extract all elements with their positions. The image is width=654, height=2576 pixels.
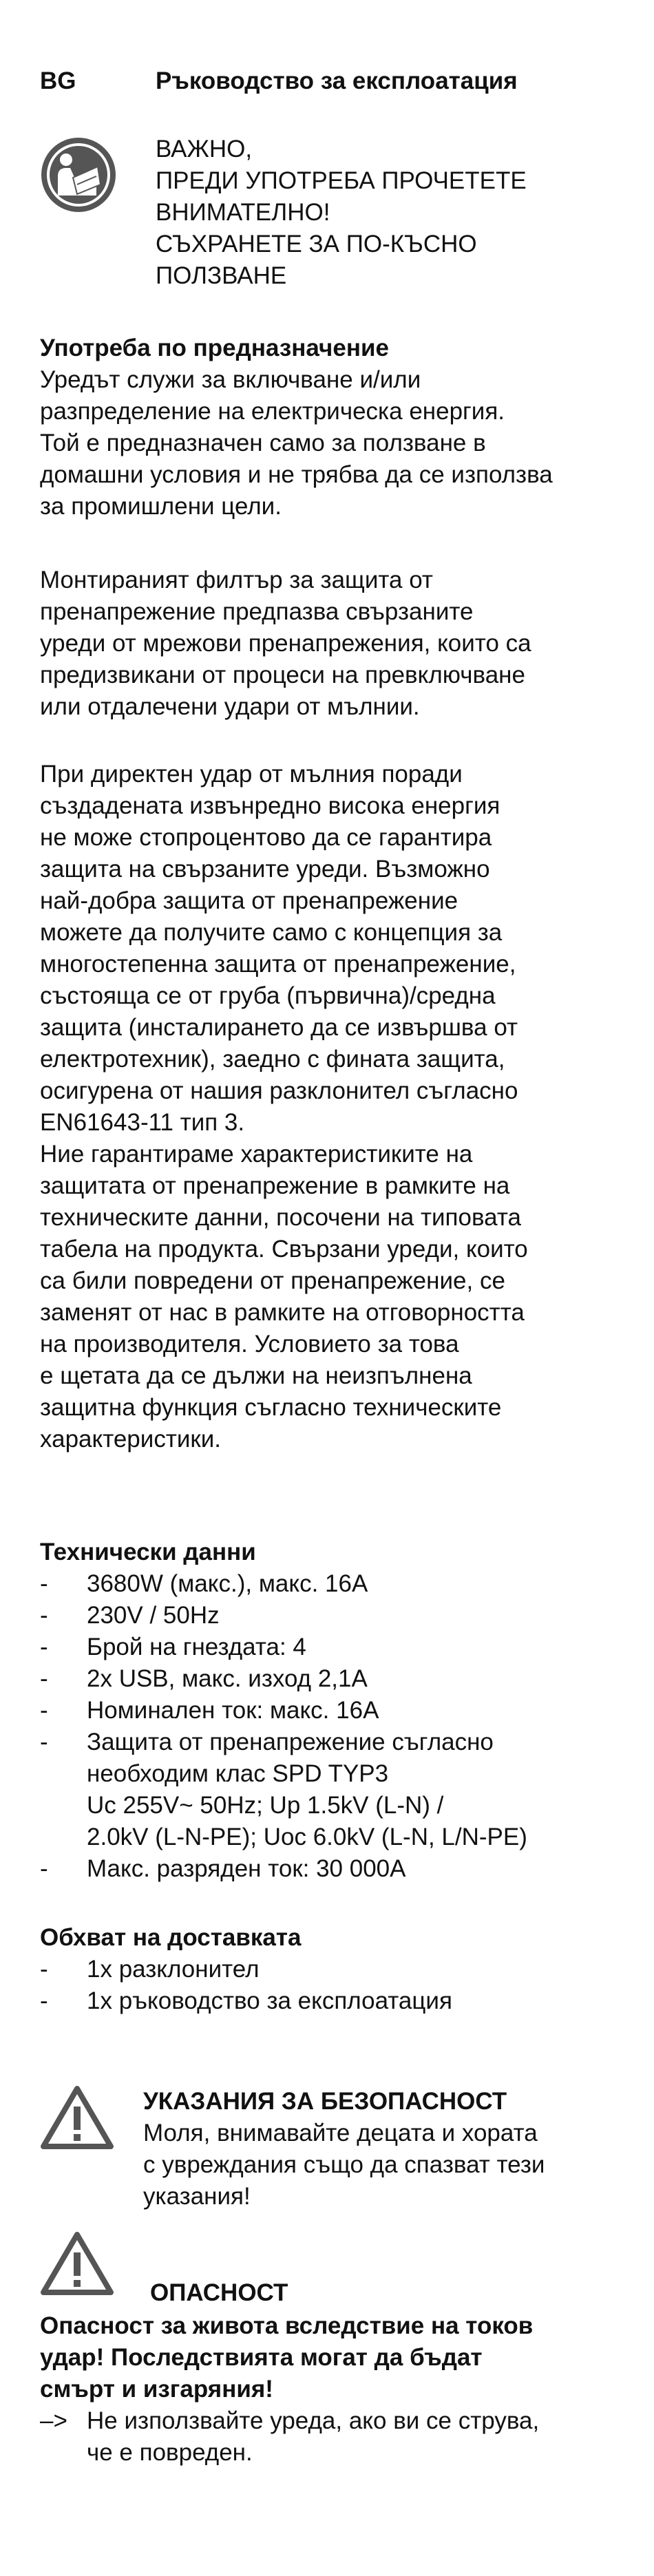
list-item-text: 3680W (макс.), макс. 16A xyxy=(87,1570,368,1597)
list-item xyxy=(40,1695,632,1727)
filter-paragraph xyxy=(40,564,632,723)
list-item-text: 1x разклонител xyxy=(87,1956,260,1983)
text-line: характеристики. xyxy=(40,1426,221,1453)
list-bullet: - xyxy=(40,1987,48,2014)
list-item-text: Защита от пренапрежение съгласно xyxy=(87,1729,494,1755)
list-item xyxy=(40,1853,632,1885)
list-item-text: 1x ръководство за експлоатация xyxy=(87,1987,452,2014)
list-item xyxy=(40,1727,632,1853)
text-line: При директен удар от мълния поради xyxy=(40,761,463,788)
text-line: уреди от мрежови пренапрежения, които са xyxy=(40,630,531,657)
text-line: Моля, внимавайте децата и хората xyxy=(143,2120,538,2146)
list-item-text: Uc 255V~ 50Hz; Up 1.5kV (L-N) / xyxy=(87,1792,444,1819)
text-line: не може стопроцентово да се гарантира xyxy=(40,824,492,851)
list-bullet: - xyxy=(40,1602,48,1629)
text-line: табела на продукта. Свързани уреди, които xyxy=(40,1236,528,1263)
text-line: защита (инсталирането да се извършва от xyxy=(40,1014,518,1041)
text-line: създадената извънредно висока енергия xyxy=(40,792,500,819)
text-line: електротехник), заедно с фината защита, xyxy=(40,1046,505,1073)
text-line: са били повредени от пренапрежение, се xyxy=(40,1267,505,1294)
text-line: осигурена от нашия разклонител съгласно xyxy=(40,1077,518,1104)
text-line: Не използвайте уреда, ако ви се струва, xyxy=(87,2407,540,2434)
scope-of-delivery-section xyxy=(40,1922,632,2017)
technical-data-heading: Технически данни xyxy=(40,1539,256,1565)
list-bullet: - xyxy=(40,1634,48,1660)
list-item-text: необходим клас SPD TYP3 xyxy=(87,1760,389,1787)
text-line: защитна функция съгласно техническите xyxy=(40,1394,502,1421)
safety-section xyxy=(143,2086,632,2213)
text-line: EN61643-11 тип 3. xyxy=(40,1109,245,1136)
text-line: е щетата да се дължи на неизпълнена xyxy=(40,1362,472,1389)
text-line: многостепенна защита от пренапрежение, xyxy=(40,951,516,978)
text-line: домашни условия и не трябва да се използва xyxy=(40,461,553,488)
text-line: техническите данни, посочени на типовата xyxy=(40,1204,521,1231)
intended-use-section xyxy=(40,332,632,522)
arrow-marker: –> xyxy=(40,2407,67,2434)
list-bullet: - xyxy=(40,1855,48,1882)
list-item xyxy=(40,1632,632,1663)
notice-line: ПРЕДИ УПОТРЕБА ПРОЧЕТЕТЕ xyxy=(156,167,527,194)
list-item-text: Макс. разряден ток: 30 000A xyxy=(87,1855,406,1882)
danger-heading-wrap xyxy=(150,2277,632,2309)
list-item-text: 230V / 50Hz xyxy=(87,1602,220,1629)
danger-heading: ОПАСНОСТ xyxy=(150,2279,288,2306)
warning-triangle-icon xyxy=(40,2230,114,2297)
scope-list xyxy=(40,1954,632,2017)
text-line: че е повреден. xyxy=(87,2439,253,2466)
text-line: или отдалечени удари от мълнии. xyxy=(40,693,420,720)
list-bullet: - xyxy=(40,1697,48,1724)
text-line: за промишлени цели. xyxy=(40,493,282,520)
notice-line: ВАЖНО, xyxy=(156,136,253,162)
lightning-paragraph xyxy=(40,759,632,1455)
list-bullet: - xyxy=(40,1570,48,1597)
text-line: пренапрежение предпазва свързаните xyxy=(40,598,474,625)
text-line: Монтираният филтър за защита от xyxy=(40,567,433,593)
notice-line: СЪХРАНЕТЕ ЗА ПО-КЪСНО xyxy=(156,231,477,257)
intended-use-heading: Употреба по предназначение xyxy=(40,335,389,361)
danger-line: удар! Последствията могат да бъдат xyxy=(40,2344,483,2371)
text-line: можете да получите само с концепция за xyxy=(40,919,503,946)
warning-triangle-icon xyxy=(40,2084,114,2151)
list-item xyxy=(40,1568,632,1600)
list-bullet: - xyxy=(40,1956,48,1983)
list-item-text: Номинален ток: макс. 16A xyxy=(87,1697,379,1724)
text-line: Той е предназначен само за ползване в xyxy=(40,430,486,456)
technical-data-list xyxy=(40,1568,632,1885)
list-item xyxy=(40,1600,632,1632)
danger-section xyxy=(40,2310,632,2469)
list-item-text: 2.0kV (L-N-PE); Uoc 6.0kV (L-N, L/N-PE) xyxy=(87,1824,527,1850)
list-item-text: Брой на гнездата: 4 xyxy=(87,1634,306,1660)
important-notice xyxy=(156,134,631,292)
danger-line: Опасност за живота вследствие на токов xyxy=(40,2312,534,2339)
text-line: Уредът служи за включване и/или xyxy=(40,366,421,393)
text-line: предизвикани от процеси на превключване xyxy=(40,662,525,688)
text-line: указания! xyxy=(143,2183,251,2210)
text-line: разпределение на електрическа енергия. xyxy=(40,398,505,425)
text-line: защитата от пренапрежение в рамките на xyxy=(40,1172,510,1199)
read-manual-icon xyxy=(40,136,117,213)
list-item-text: 2x USB, макс. изход 2,1A xyxy=(87,1665,368,1692)
notice-line: ВНИМАТЕЛНО! xyxy=(156,199,330,226)
text-line: с увреждания също да спазват тези xyxy=(143,2151,545,2178)
danger-line: смърт и изгаряния! xyxy=(40,2376,273,2403)
text-line: състояща се от груба (първична)/средна xyxy=(40,982,496,1009)
safety-heading: УКАЗАНИЯ ЗА БЕЗОПАСНОСТ xyxy=(143,2088,507,2115)
list-item xyxy=(40,1954,632,1985)
text-line: най-добра защита от пренапрежение xyxy=(40,887,458,914)
danger-instruction xyxy=(40,2405,632,2469)
text-line: заменят от нас в рамките на отговорността xyxy=(40,1299,525,1326)
text-line: защита на свързаните уреди. Възможно xyxy=(40,856,490,883)
text-line: на производителя. Условието за това xyxy=(40,1331,459,1358)
language-code: BG xyxy=(40,67,76,94)
header xyxy=(40,67,632,102)
text-line: Ние гарантираме характеристиките на xyxy=(40,1141,473,1168)
notice-line: ПОЛЗВАНЕ xyxy=(156,262,287,289)
technical-data-section xyxy=(40,1537,632,1885)
list-bullet: - xyxy=(40,1665,48,1692)
list-item xyxy=(40,1663,632,1695)
manual-title: Ръководство за експлоатация xyxy=(156,67,518,94)
list-item xyxy=(40,1985,632,2017)
list-bullet: - xyxy=(40,1729,48,1755)
scope-heading: Обхват на доставката xyxy=(40,1924,302,1951)
